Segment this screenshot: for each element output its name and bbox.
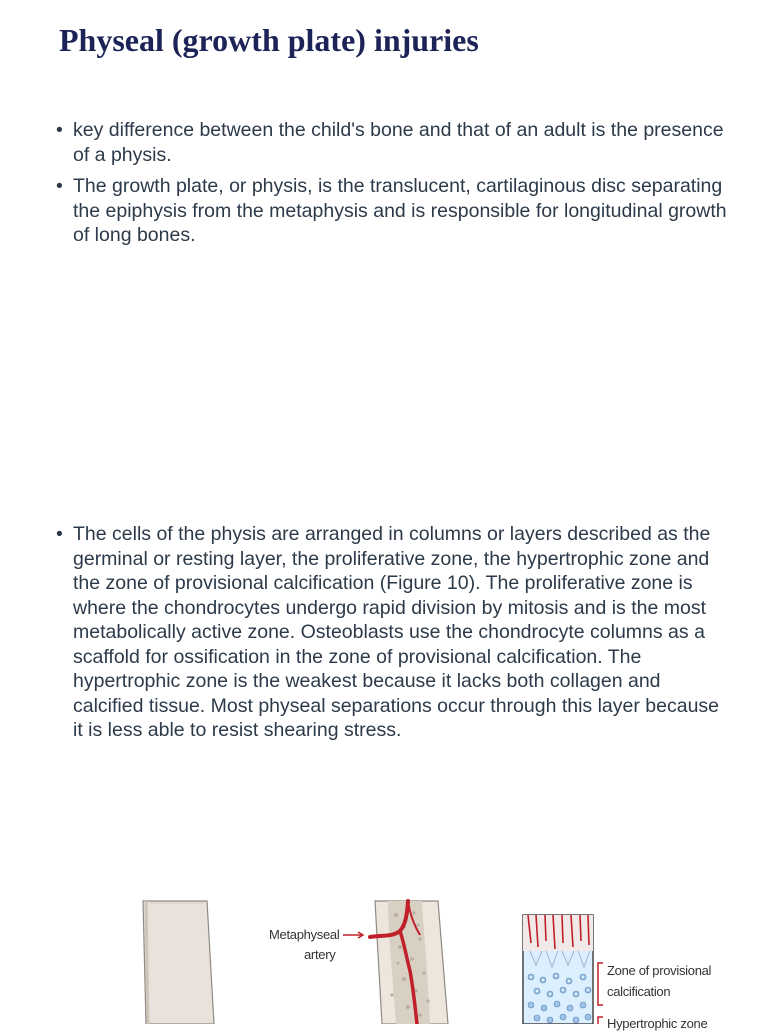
- bullet-item: [56, 174, 728, 248]
- bone-left-illustration: [143, 901, 214, 1024]
- bullet-list-top: [56, 118, 728, 255]
- bullet-item: [56, 118, 728, 167]
- bullet-text: key difference between the child's bone and that of an adult is the presence of a physis.: [73, 119, 724, 166]
- bullet-item: [56, 522, 728, 743]
- growth-plate-illustration: [0, 895, 768, 1024]
- bullet-text: The cells of the physis are arranged in columns or layers described as the germinal or resting layer, the proliferative zone, the hypertrophic zone and the zone of provisional calcification (Figure 10). The proliferative zone is where the chondrocytes undergo rapid division by mitosis and is the most metabolically active zone. Osteoblasts use the chondrocyte columns as a scaffold for ossification in the zone of provisional calcification. The hypertrophic zone is the weakest because it lacks both collagen and calcified tissue. Most physeal separations occur through this layer because it is less able to resist shearing stress.: [73, 523, 720, 741]
- page-title: Physeal (growth plate) injuries: [59, 22, 479, 58]
- label-metaphyseal: Metaphyseal: [269, 927, 340, 942]
- label-hypertrophic-zone: Hypertrophic zone: [607, 1016, 708, 1031]
- bullet-list-bottom: [56, 522, 728, 750]
- bullet-dot-icon: •: [56, 523, 63, 545]
- bullet-dot-icon: •: [56, 175, 63, 197]
- label-zone-provisional-line1: Zone of provisional: [607, 963, 712, 978]
- bullet-dot-icon: •: [56, 119, 63, 141]
- label-artery: artery: [304, 947, 336, 962]
- bone-middle-illustration: [343, 901, 448, 1024]
- growth-plate-figure: [0, 895, 768, 1031]
- label-zone-provisional-line2: calcification: [607, 984, 671, 999]
- bullet-text: The growth plate, or physis, is the translucent, cartilaginous disc separating the epiphysis from the metaphysis and is responsible for longitudinal growth of long bones.: [73, 175, 727, 246]
- physis-zones-illustration: [523, 915, 603, 1024]
